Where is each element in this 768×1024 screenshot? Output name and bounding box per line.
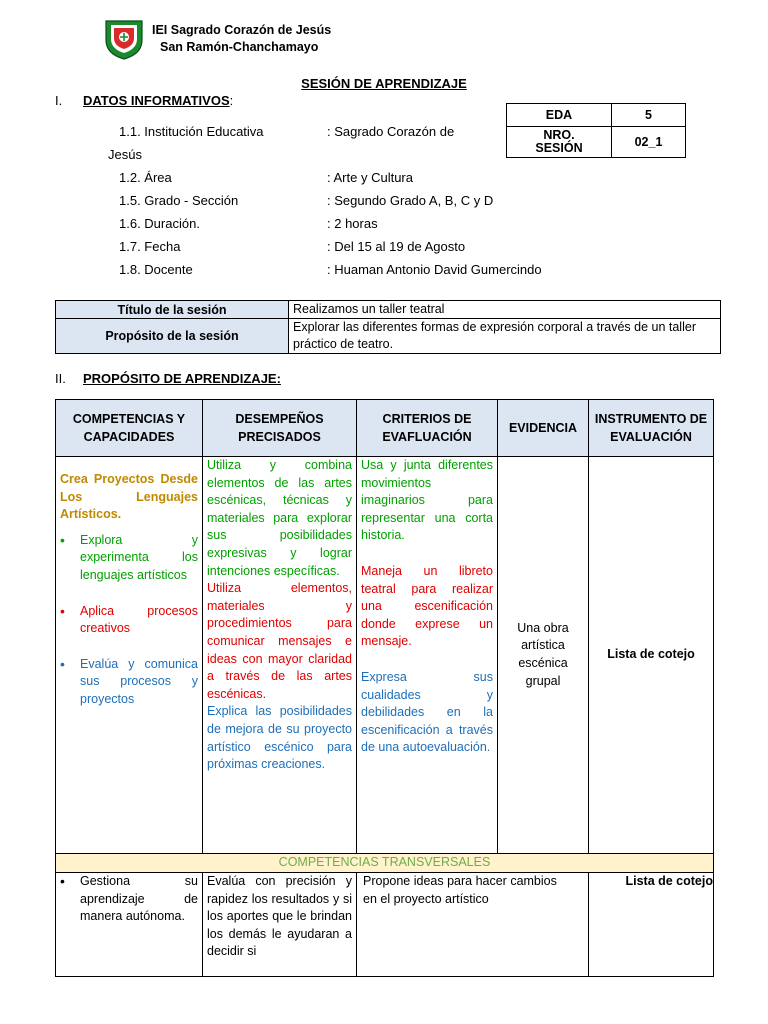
- transversal-header: COMPETENCIAS TRANSVERSALES: [56, 854, 714, 873]
- info-fecha-label: 1.7. Fecha: [119, 239, 181, 254]
- desempeno-item: Utiliza y combina elementos de las artes escénicas, técnicas y materiales para explorar sus posibilidades expresivas y lograr intenciones específicas.: [207, 458, 352, 578]
- desempenos-cell: [203, 457, 357, 854]
- nro-sesion-value: 02_1: [612, 127, 686, 158]
- section-number: II.: [55, 371, 66, 386]
- evidencia-cell: Una obra artística escénica grupal: [498, 457, 589, 854]
- criterio-item: Maneja un libreto teatral para realizar una escenificación donde exprese un mensaje.: [361, 563, 493, 649]
- section-number: I.: [55, 93, 63, 108]
- bullet-icon: •: [60, 602, 65, 619]
- school-crest-icon: [104, 18, 144, 60]
- capacidad-item: • Aplica procesos creativos: [60, 603, 198, 638]
- trans-competencia-item: • Gestiona su aprendizaje de manera autónoma.: [60, 873, 198, 926]
- info-docente-value: : Huaman Antonio David Gumercindo: [327, 262, 542, 277]
- trans-instrumento-cell: Lista de cotejo: [589, 873, 714, 977]
- titulo-value: Realizamos un taller teatral: [289, 301, 721, 319]
- header-desempenos: DESEMPEÑOS PRECISADOS: [203, 400, 357, 457]
- info-area-value: : Arte y Cultura: [327, 170, 413, 185]
- info-fecha-value: : Del 15 al 19 de Agosto: [327, 239, 466, 254]
- desempeno-item: Explica las posibilidades de mejora de su proyecto artístico escénico para próximas creaciones.: [207, 704, 352, 772]
- session-table: [55, 300, 721, 354]
- info-grado-value: : Segundo Grado A, B, C y D: [327, 193, 494, 208]
- header-evidencia: EVIDENCIA: [498, 400, 589, 457]
- desempeno-item: Utiliza elementos, materiales y procedimientos para comunicar mensajes e ideas con mayor claridad a través de las artes escénicas.: [207, 581, 352, 701]
- criterio-item: Usa y junta diferentes movimientos imaginarios para representar una corta historia.: [361, 458, 493, 543]
- school-line2: San Ramón-Chanchamayo: [160, 40, 319, 54]
- trans-competencia-cell: [56, 873, 203, 977]
- bullet-icon: •: [60, 655, 65, 672]
- section-heading: PROPÓSITO DE APRENDIZAJE:: [83, 371, 281, 386]
- bullet-icon: •: [60, 873, 65, 889]
- competencia-name: Crea Proyectos Desde Los Lenguajes Artísticos.: [60, 472, 198, 522]
- criterios-cell: [357, 457, 498, 854]
- page-title: SESIÓN DE APRENDIZAJE: [301, 76, 467, 91]
- proposito-label: Propósito de la sesión: [56, 319, 289, 354]
- info-area-label: 1.2. Área: [119, 170, 172, 185]
- header-competencias: COMPETENCIAS Y CAPACIDADES: [56, 400, 203, 457]
- eda-value: 5: [612, 104, 686, 127]
- info-duracion-label: 1.6. Duración.: [119, 216, 200, 231]
- school-name: [152, 22, 331, 56]
- info-inst-cont: Jesús: [108, 147, 142, 162]
- competencias-table: [55, 399, 714, 977]
- proposito-value: Explorar las diferentes formas de expresión corporal a través de un taller práctico de teatro.: [289, 319, 721, 354]
- info-docente-label: 1.8. Docente: [119, 262, 193, 277]
- header-instrumento: INSTRUMENTO DE EVALUACIÓN: [589, 400, 714, 457]
- instrumento-cell: Lista de cotejo: [589, 457, 714, 854]
- info-inst-value: : Sagrado Corazón de: [327, 124, 455, 139]
- trans-desempeno-cell: Evalúa con precisión y rapidez los resultados y si los aportes que le brindan los demás le ayudaran a decidir si: [203, 873, 357, 977]
- nro-sesion-label: NRO. SESIÓN: [507, 127, 612, 158]
- info-inst-label: 1.1. Institución Educativa: [119, 124, 264, 139]
- criterio-item: Expresa sus cualidades y debilidades en la escenificación a través de una autoevaluación.: [361, 669, 493, 755]
- header-criterios: CRITERIOS DE EVAFLUACIÓN: [357, 400, 498, 457]
- capacidad-item: • Explora y experimenta los lenguajes artísticos: [60, 532, 198, 585]
- bullet-icon: •: [60, 531, 65, 548]
- section-heading: DATOS INFORMATIVOS: [83, 93, 230, 108]
- school-line1: IEI Sagrado Corazón de Jesús: [152, 23, 332, 37]
- info-duracion-value: : 2 horas: [327, 216, 378, 231]
- trans-criterio-cell: Propone ideas para hacer cambios en el proyecto artístico: [357, 873, 589, 977]
- section-datos-informativos: I. DATOS INFORMATIVOS:: [55, 93, 234, 108]
- info-grado-label: 1.5. Grado - Sección: [119, 193, 239, 208]
- competencias-cell: [56, 457, 203, 854]
- titulo-label: Título de la sesión: [56, 301, 289, 319]
- capacidad-item: • Evalúa y comunica sus procesos y proyectos: [60, 656, 198, 709]
- section-proposito-aprendizaje: [55, 371, 281, 386]
- eda-label: EDA: [507, 104, 612, 127]
- eda-box: [506, 103, 686, 158]
